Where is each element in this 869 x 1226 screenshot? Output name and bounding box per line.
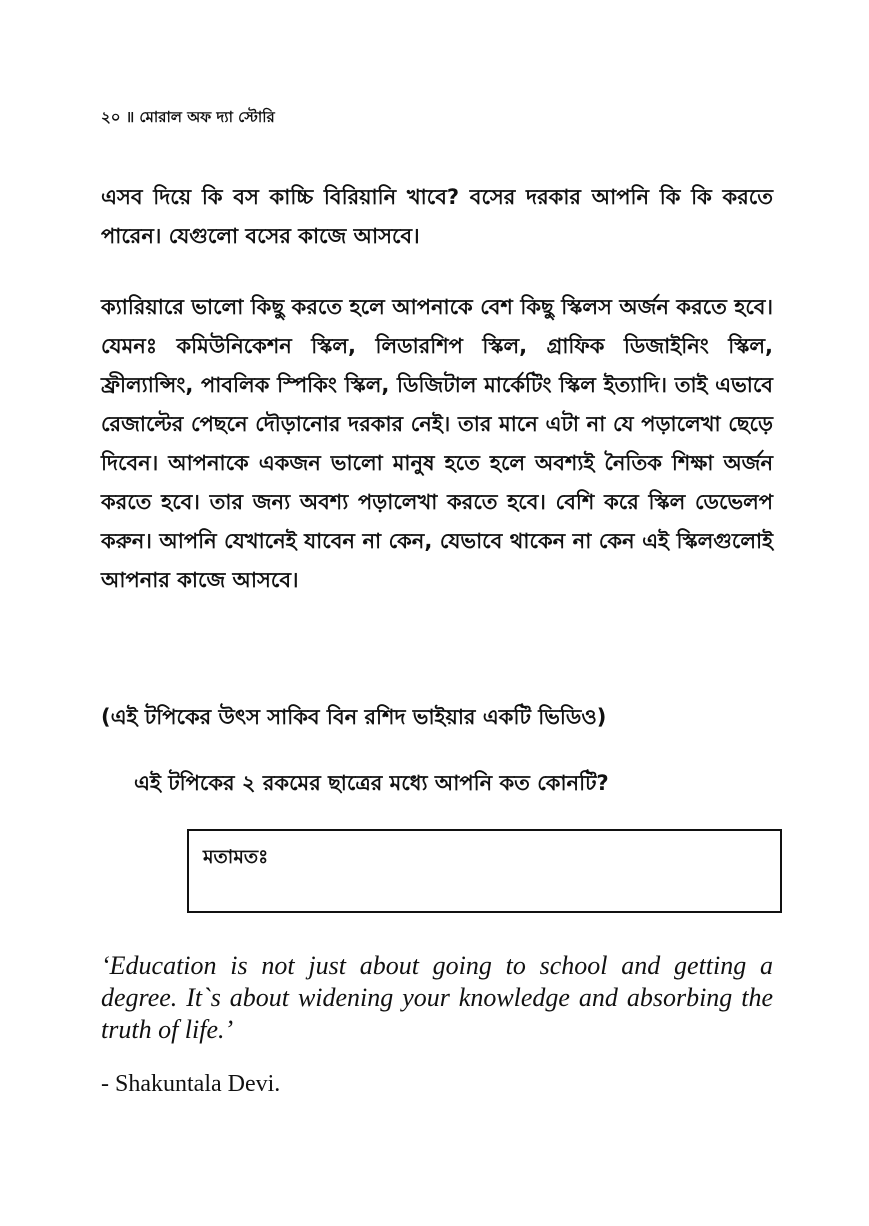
quote-text: ‘Education is not just about going to school and getting a degree. It`s about widening your knowledge and absorbing the truth of life.’ (101, 951, 773, 1044)
opinion-label: মতামতঃ (203, 846, 269, 868)
paragraph-2: ক্যারিয়ারে ভালো কিছু করতে হলে আপনাকে বেশ কিছু স্কিলস অর্জন করতে হবে। যেমনঃ কমিউনিকেশন স্কিল, লিডারশিপ স্কিল, গ্রাফিক ডিজাইনিং স্কিল, ফ্রীল্যান্সিং, পাবলিক স্পিকিং স্কিল, ডিজিটাল মার্কেটিং স্কিল ইত্যাদি। তাই এভাবে রেজাল্টের পেছনে দৌড়ানোর দরকার নেই। তার মানে এটা না যে পড়ালেখা ছেড়ে দিবেন। আপনাকে একজন ভালো মানুষ হতে হলে অবশ্যই নৈতিক শিক্ষা অর্জন করতে হবে। তার জন্য অবশ্য পড়ালেখা করতে হবে। বেশি করে স্কিল ডেভেলপ করুন। আপনি যেখানেই যাবেন না কেন, যেভাবে থাকেন না কেন এই স্কিলগুলোই আপনার কাজে আসবে। (101, 295, 773, 592)
quote-author: - Shakuntala Devi. (101, 1071, 281, 1097)
running-header: ২০ ॥ মোরাল অফ দ্যা স্টোরি (101, 108, 275, 126)
paragraph-1: এসব দিয়ে কি বস কাচ্চি বিরিয়ানি খাবে? বসের দরকার আপনি কি কি করতে পারেন। যেগুলো বসের কাজে আসবে। (101, 185, 773, 248)
opinion-box (187, 829, 782, 913)
source-note: (এই টপিকের উৎস সাকিব বিন রশিদ ভাইয়ার একটি ভিডিও) (101, 705, 607, 729)
reflection-question: এই টপিকের ২ রকমের ছাত্রের মধ্যে আপনি কত কোনটি? (134, 771, 609, 795)
